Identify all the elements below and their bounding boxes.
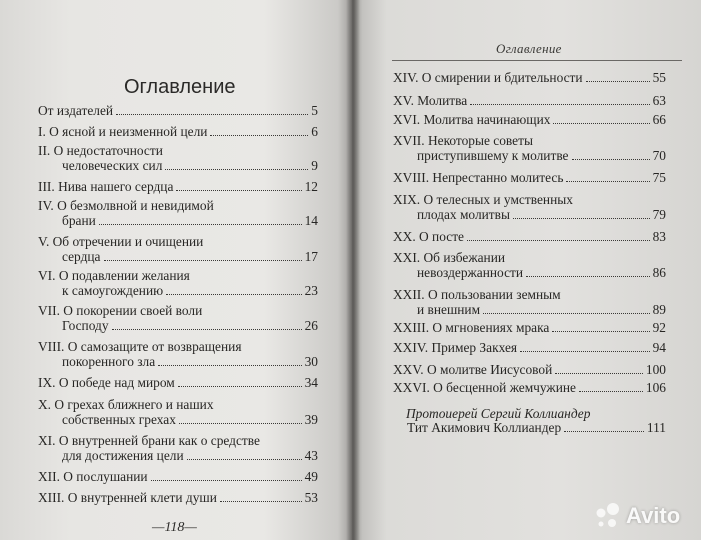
toc-entry-line <box>393 148 666 163</box>
toc-entry-line <box>393 112 666 127</box>
dot-leader <box>467 240 650 241</box>
toc-entry <box>393 93 666 108</box>
watermark-text: Avito <box>626 503 681 528</box>
toc-entry-page: 111 <box>646 420 666 435</box>
dot-leader <box>513 218 650 219</box>
toc-entry-title: XXV. О молитве Иисусовой <box>393 362 553 377</box>
toc-entry-title: XX. О посте <box>393 229 464 244</box>
toc-entry-line <box>38 268 318 283</box>
dot-leader <box>555 373 643 374</box>
toc-entry <box>393 362 666 377</box>
toc-entry-title: Тит Акимович Коллиандер <box>407 420 562 435</box>
toc-entry <box>38 179 318 194</box>
toc-entry-title: невоздержанности <box>417 265 524 280</box>
toc-entry-line <box>38 490 318 505</box>
toc-entry-line <box>38 354 318 369</box>
toc-entry-page: 75 <box>652 170 666 185</box>
toc-entry <box>38 469 318 484</box>
toc-entry-line <box>38 179 318 194</box>
dot-leader <box>552 331 649 332</box>
book-gutter <box>346 0 360 540</box>
dot-leader <box>99 224 302 225</box>
toc-entry-title: XVIII. Непрестанно молитесь <box>393 170 564 185</box>
toc-entry-title: XXVI. О бесценной жемчужине <box>393 380 576 395</box>
dot-leader <box>176 190 301 191</box>
toc-entry-line <box>407 420 666 435</box>
toc-entry-page: 39 <box>304 412 318 427</box>
toc-entry-line <box>38 124 318 139</box>
toc-entry <box>38 375 318 390</box>
toc-entry-page: 34 <box>304 375 318 390</box>
page-number: —118— <box>152 520 197 535</box>
dot-leader <box>210 135 308 136</box>
toc-entry <box>393 380 666 395</box>
toc-entry-title: брани <box>62 213 96 228</box>
toc-title: Оглавление <box>124 76 236 98</box>
dot-leader <box>116 114 308 115</box>
running-head: Оглавление <box>496 41 562 56</box>
toc-entry-page: 100 <box>645 362 666 377</box>
dot-leader <box>187 459 302 460</box>
dot-leader <box>470 104 649 105</box>
toc-entry-title: XV. Молитва <box>393 93 468 108</box>
toc-entry-title: XVII. Некоторые советы <box>393 133 533 148</box>
dot-leader <box>553 123 649 124</box>
toc-entry-page: 23 <box>304 283 318 298</box>
toc-entry-line <box>38 412 318 427</box>
dot-leader <box>520 351 650 352</box>
toc-entry-page: 55 <box>652 70 666 85</box>
toc-entry-page: 86 <box>652 265 666 280</box>
dot-leader <box>220 501 302 502</box>
dot-leader <box>112 329 302 330</box>
toc-entry-page: 70 <box>652 148 666 163</box>
toc-entry-line <box>393 133 666 148</box>
toc-entry <box>393 250 666 280</box>
toc-entry-title: IV. О безмолвной и невидимой <box>38 198 214 213</box>
toc-entry-title: II. О недостаточности <box>38 143 163 158</box>
dot-leader <box>579 391 643 392</box>
toc-entry-title: X. О грехах ближнего и наших <box>38 397 214 412</box>
toc-entry-line <box>393 265 666 280</box>
toc-entry-line <box>38 318 318 333</box>
toc-entry-title: сердца <box>62 249 101 264</box>
toc-entry <box>407 420 666 435</box>
toc-entry-title: I. О ясной и неизменной цели <box>38 124 208 139</box>
toc-entry-page: 53 <box>304 490 318 505</box>
toc-entry-line <box>393 340 666 355</box>
toc-entry <box>38 103 318 118</box>
dot-leader <box>526 276 650 277</box>
toc-entry-title: VII. О покорении своей воли <box>38 303 203 318</box>
dot-leader <box>179 423 302 424</box>
dot-leader <box>158 365 301 366</box>
toc-entry-line <box>393 287 666 302</box>
toc-entry-line <box>38 303 318 318</box>
toc-entry-line <box>38 234 318 249</box>
toc-entry-title: III. Нива нашего сердца <box>38 179 174 194</box>
toc-entry-line <box>38 158 318 173</box>
toc-entry-title: XVI. Молитва начинающих <box>393 112 551 127</box>
dot-leader <box>564 431 644 432</box>
toc-entry-line <box>38 103 318 118</box>
toc-entry-line <box>38 249 318 264</box>
toc-entry-title: XIX. О телесных и умственных <box>393 192 573 207</box>
toc-entry-page: 26 <box>304 318 318 333</box>
toc-entry-line <box>393 250 666 265</box>
dot-leader <box>104 260 302 261</box>
toc-entry-page: 9 <box>311 158 318 173</box>
author-line: Протоиерей Сергий Коллиандер <box>406 406 591 421</box>
toc-entry-title: IX. О победе над миром <box>38 375 175 390</box>
toc-entry-title: XXII. О пользовании земным <box>393 287 561 302</box>
toc-entry <box>393 170 666 185</box>
toc-entry-line <box>393 380 666 395</box>
dot-leader <box>483 313 650 314</box>
toc-entry-page: 66 <box>652 112 666 127</box>
dot-leader <box>572 159 650 160</box>
toc-entry-page: 5 <box>311 103 318 118</box>
toc-entry-line <box>393 207 666 222</box>
toc-entry-page: 17 <box>304 249 318 264</box>
toc-entry-line <box>393 302 666 317</box>
dot-leader <box>586 81 650 82</box>
toc-entry-title: XII. О послушании <box>38 469 148 484</box>
toc-entry-page: 83 <box>652 229 666 244</box>
toc-entry <box>38 143 318 173</box>
toc-entry-page: 89 <box>652 302 666 317</box>
toc-entry-line <box>38 375 318 390</box>
toc-entry-title: для достижения цели <box>62 448 184 463</box>
toc-entry <box>393 287 666 317</box>
toc-entry-title: От издателей <box>38 103 114 118</box>
dot-leader <box>165 169 308 170</box>
avito-dots-icon <box>592 501 622 531</box>
toc-entry-page: 63 <box>652 93 666 108</box>
toc-entry-line <box>393 362 666 377</box>
toc-entry <box>393 340 666 355</box>
toc-entry <box>38 268 318 298</box>
toc-entry-page: 12 <box>304 179 318 194</box>
toc-entry-page: 79 <box>652 207 666 222</box>
toc-entry-title: и внешним <box>417 302 481 317</box>
toc-entry-line <box>38 339 318 354</box>
toc-entry <box>38 433 318 463</box>
toc-entry-page: 49 <box>304 469 318 484</box>
toc-entry-line <box>38 283 318 298</box>
toc-entry-line <box>38 469 318 484</box>
dot-leader <box>178 386 302 387</box>
avito-watermark <box>592 501 680 531</box>
toc-entry-line <box>393 93 666 108</box>
toc-entry-page: 92 <box>652 320 666 335</box>
toc-entry-line <box>38 448 318 463</box>
toc-entry-page: 30 <box>304 354 318 369</box>
toc-entry <box>38 303 318 333</box>
toc-entry-line <box>393 70 666 85</box>
toc-entry-line <box>393 320 666 335</box>
toc-entry-line <box>38 213 318 228</box>
dot-leader <box>166 294 301 295</box>
toc-entry-line <box>393 192 666 207</box>
toc-entry-page: 6 <box>311 124 318 139</box>
toc-entry-title: к самоугождению <box>62 283 164 298</box>
toc-entry-title: покоренного зла <box>62 354 156 369</box>
toc-entry-title: приступившему к молитве <box>417 148 569 163</box>
toc-entry-title: Господу <box>62 318 109 333</box>
toc-entry-title: XXIV. Пример Закхея <box>393 340 518 355</box>
toc-entry <box>38 198 318 228</box>
toc-entry-page: 14 <box>304 213 318 228</box>
toc-entry-line <box>38 397 318 412</box>
toc-entry-line <box>38 198 318 213</box>
toc-entry <box>38 124 318 139</box>
toc-entry-title: V. Об отречении и очищении <box>38 234 204 249</box>
toc-entry <box>393 112 666 127</box>
toc-entry-line <box>393 229 666 244</box>
toc-entry-line <box>38 433 318 448</box>
toc-entry-title: VI. О подавлении желания <box>38 268 190 283</box>
toc-entry <box>393 320 666 335</box>
toc-entry <box>38 490 318 505</box>
toc-entry <box>393 133 666 163</box>
toc-entry-line <box>393 170 666 185</box>
toc-entry-page: 106 <box>645 380 666 395</box>
toc-entry-title: XXI. Об избежании <box>393 250 506 265</box>
dot-leader <box>151 480 302 481</box>
toc-entry-title: собственных грехах <box>62 412 176 427</box>
toc-entry-title: человеческих сил <box>62 158 163 173</box>
dot-leader <box>566 181 649 182</box>
toc-entry <box>38 234 318 264</box>
toc-entry-title: XIII. О внутренней клети души <box>38 490 217 505</box>
toc-entry-title: XIV. О смирении и бдительности <box>393 70 583 85</box>
running-head-rule <box>392 60 682 61</box>
toc-entry <box>38 339 318 369</box>
toc-entry-line <box>38 143 318 158</box>
toc-entry-title: XXIII. О мгновениях мрака <box>393 320 550 335</box>
toc-entry-title: плодах молитвы <box>417 207 510 222</box>
toc-entry <box>393 192 666 222</box>
toc-entry <box>393 70 666 85</box>
toc-entry-title: VIII. О самозащите от возвращения <box>38 339 242 354</box>
toc-entry <box>38 397 318 427</box>
toc-entry-title: XI. О внутренней брани как о средстве <box>38 433 260 448</box>
toc-entry <box>393 229 666 244</box>
toc-entry-page: 94 <box>652 340 666 355</box>
toc-entry-page: 43 <box>304 448 318 463</box>
